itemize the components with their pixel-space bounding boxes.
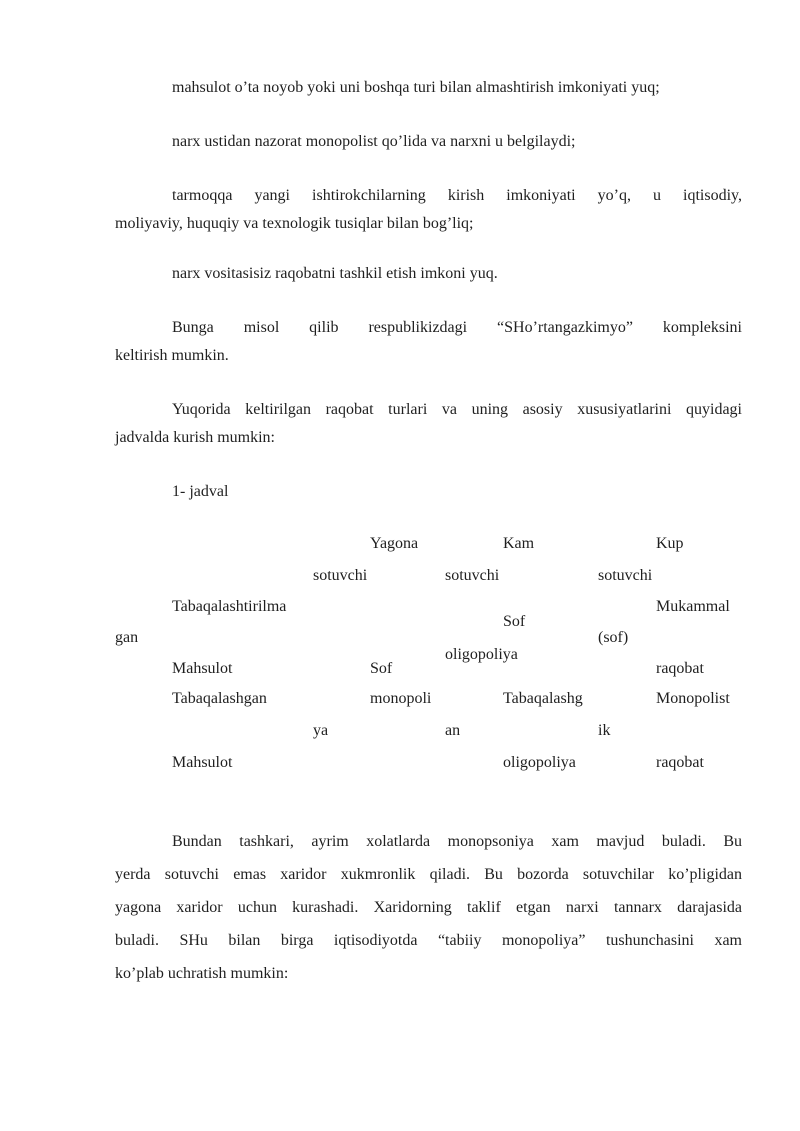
paragraph-4: narx vositasisiz raqobatni tashkil etish imkoni yuq. [172, 265, 498, 282]
row2-col3-line-3: raqobat [656, 754, 704, 771]
paragraph-6-line-1: Yuqorida keltirilgan raqobat turlari va uning asosiy xususiyatlarini quyidagi [172, 401, 742, 418]
row1-col3-line-2: (sof) [598, 629, 629, 646]
row1-label-line-1: Tabaqalashtirilma [172, 598, 287, 615]
row2-col1-line-2: ya [313, 722, 329, 739]
paragraph-7-line-3: yagona xaridor uchun kurashadi. Xaridorning taklif etgan narxi tannarx darajasida [115, 899, 742, 916]
paragraph-5-line-1: Bunga misol qilib respublikizdagi “SHo’rtangazkimyo” kompleksini [172, 319, 742, 336]
table-caption: 1- jadval [172, 483, 229, 500]
header-col2-line-1: Kam [503, 535, 535, 552]
paragraph-1: mahsulot o’ta noyob yoki uni boshqa turi bilan almashtirish imkoniyati yuq; [172, 79, 660, 96]
paragraph-7-line-4: buladi. SHu bilan birga iqtisodiyotda “tabiiy monopoliya” tushunchasini xam [115, 932, 742, 949]
header-col1-line-1: Yagona [370, 535, 419, 552]
row2-col2-line-3: oligopoliya [503, 754, 576, 771]
paragraph-3-line-2: moliyaviy, huquqiy va texnologik tusiqlar bilan bog’liq; [115, 215, 474, 232]
paragraph-7-line-1: Bundan tashkari, ayrim xolatlarda monopsoniya xam mavjud buladi. Bu [172, 833, 742, 850]
row2-col2-line-2: an [445, 722, 461, 739]
header-col2-line-2: sotuvchi [445, 567, 500, 584]
row2-label-line-2: Mahsulot [172, 754, 233, 771]
paragraph-3-line-1: tarmoqqa yangi ishtirokchilarning kirish imkoniyati yo’q, u iqtisodiy, [172, 187, 742, 204]
row1-col3-line-1: Mukammal [656, 598, 730, 615]
row1-col3-line-3: raqobat [656, 660, 704, 677]
row1-label-line-2: gan [115, 629, 139, 646]
row2-col1-line-1: monopoli [370, 690, 432, 707]
row2-col3-line-1: Monopolist [656, 690, 730, 707]
header-col1-line-2: sotuvchi [313, 567, 368, 584]
row2-label-line-1: Tabaqalashgan [172, 690, 267, 707]
paragraph-5-line-2: keltirish mumkin. [115, 347, 229, 364]
paragraph-2: narx ustidan nazorat monopolist qo’lida va narxni u belgilaydi; [172, 133, 576, 150]
row2-col3-line-2: ik [598, 722, 611, 739]
header-col3-line-1: Kup [656, 535, 684, 552]
row1-col2-line-2: oligopoliya [445, 646, 518, 663]
paragraph-7-line-2: yerda sotuvchi emas xaridor xukmronlik qiladi. Bu bozorda sotuvchilar ko’pligidan [115, 866, 742, 883]
paragraph-6-line-2: jadvalda kurish mumkin: [115, 429, 275, 446]
row1-col1: Sof [370, 660, 393, 677]
row1-col2-line-1: Sof [503, 613, 526, 630]
paragraph-7-line-5: ko’plab uchratish mumkin: [115, 965, 289, 982]
header-col3-line-2: sotuvchi [598, 567, 653, 584]
row2-col2-line-1: Tabaqalashg [503, 690, 583, 707]
row1-label-line-3: Mahsulot [172, 660, 233, 677]
